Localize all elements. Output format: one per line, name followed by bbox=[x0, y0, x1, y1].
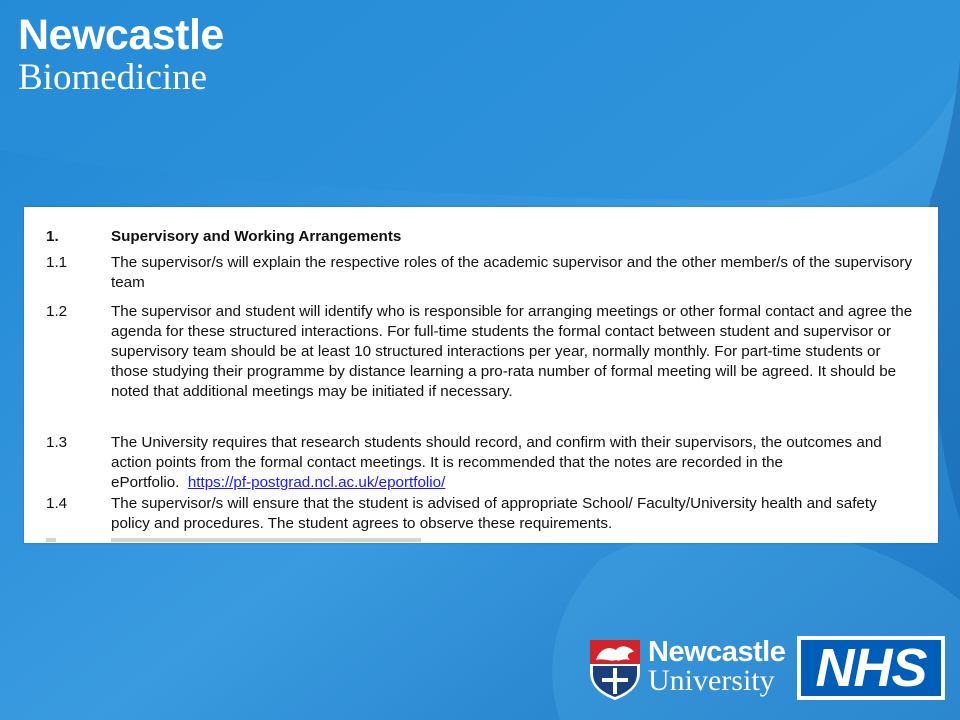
item-text: The supervisor and student will identify who is responsible for arranging meetings or other formal contact and agree the agenda for these structured interactions. For full-time students the formal contact between student and supervisor or supervisory team should be at least 10 structured interactions per year, normally monthly. For part-time students or those studying their programme by distance learning a pro-rata number of formal meeting will be agreed. It should be noted that additional meetings may be initiated if necessary. bbox=[111, 303, 913, 400]
item-text: The University requires that research students should record, and confirm with their supervisors, the outcomes and action points from the formal contact meetings. It is recommended that the notes are recorded in the ePortfolio. bbox=[111, 434, 882, 491]
newcastle-university-logo bbox=[586, 638, 786, 702]
item-text: The supervisor/s will ensure that the student is advised of appropriate School/ Faculty/University health and safety policy and procedures. The student agrees to observe these requirements. bbox=[111, 495, 877, 532]
item-number: 1.1 bbox=[46, 254, 68, 271]
brand-line2: Biomedicine bbox=[18, 57, 208, 98]
cut-off-text-row bbox=[24, 537, 938, 543]
nhs-text: NHS bbox=[801, 640, 941, 696]
brand-line1: Newcastle bbox=[18, 11, 224, 59]
item-number: 1.2 bbox=[46, 303, 68, 320]
document-excerpt bbox=[24, 207, 938, 543]
item-text: Supervisory and Working Arrangements bbox=[111, 228, 402, 245]
item-text: The supervisor/s will explain the respective roles of the academic supervisor and the other member/s of the supervisory team bbox=[111, 254, 913, 291]
item-number: 1.4 bbox=[46, 495, 68, 512]
item-number: 1.3 bbox=[46, 434, 68, 451]
brand-logo bbox=[18, 11, 224, 98]
university-line1: Newcastle bbox=[648, 636, 786, 668]
university-shield-icon bbox=[586, 638, 644, 702]
nhs-logo bbox=[797, 636, 945, 700]
eportfolio-link[interactable]: https://pf-postgrad.ncl.ac.uk/eportfolio/ bbox=[187, 474, 446, 491]
item-number: 1. bbox=[46, 228, 59, 245]
university-line2: University bbox=[648, 664, 775, 697]
